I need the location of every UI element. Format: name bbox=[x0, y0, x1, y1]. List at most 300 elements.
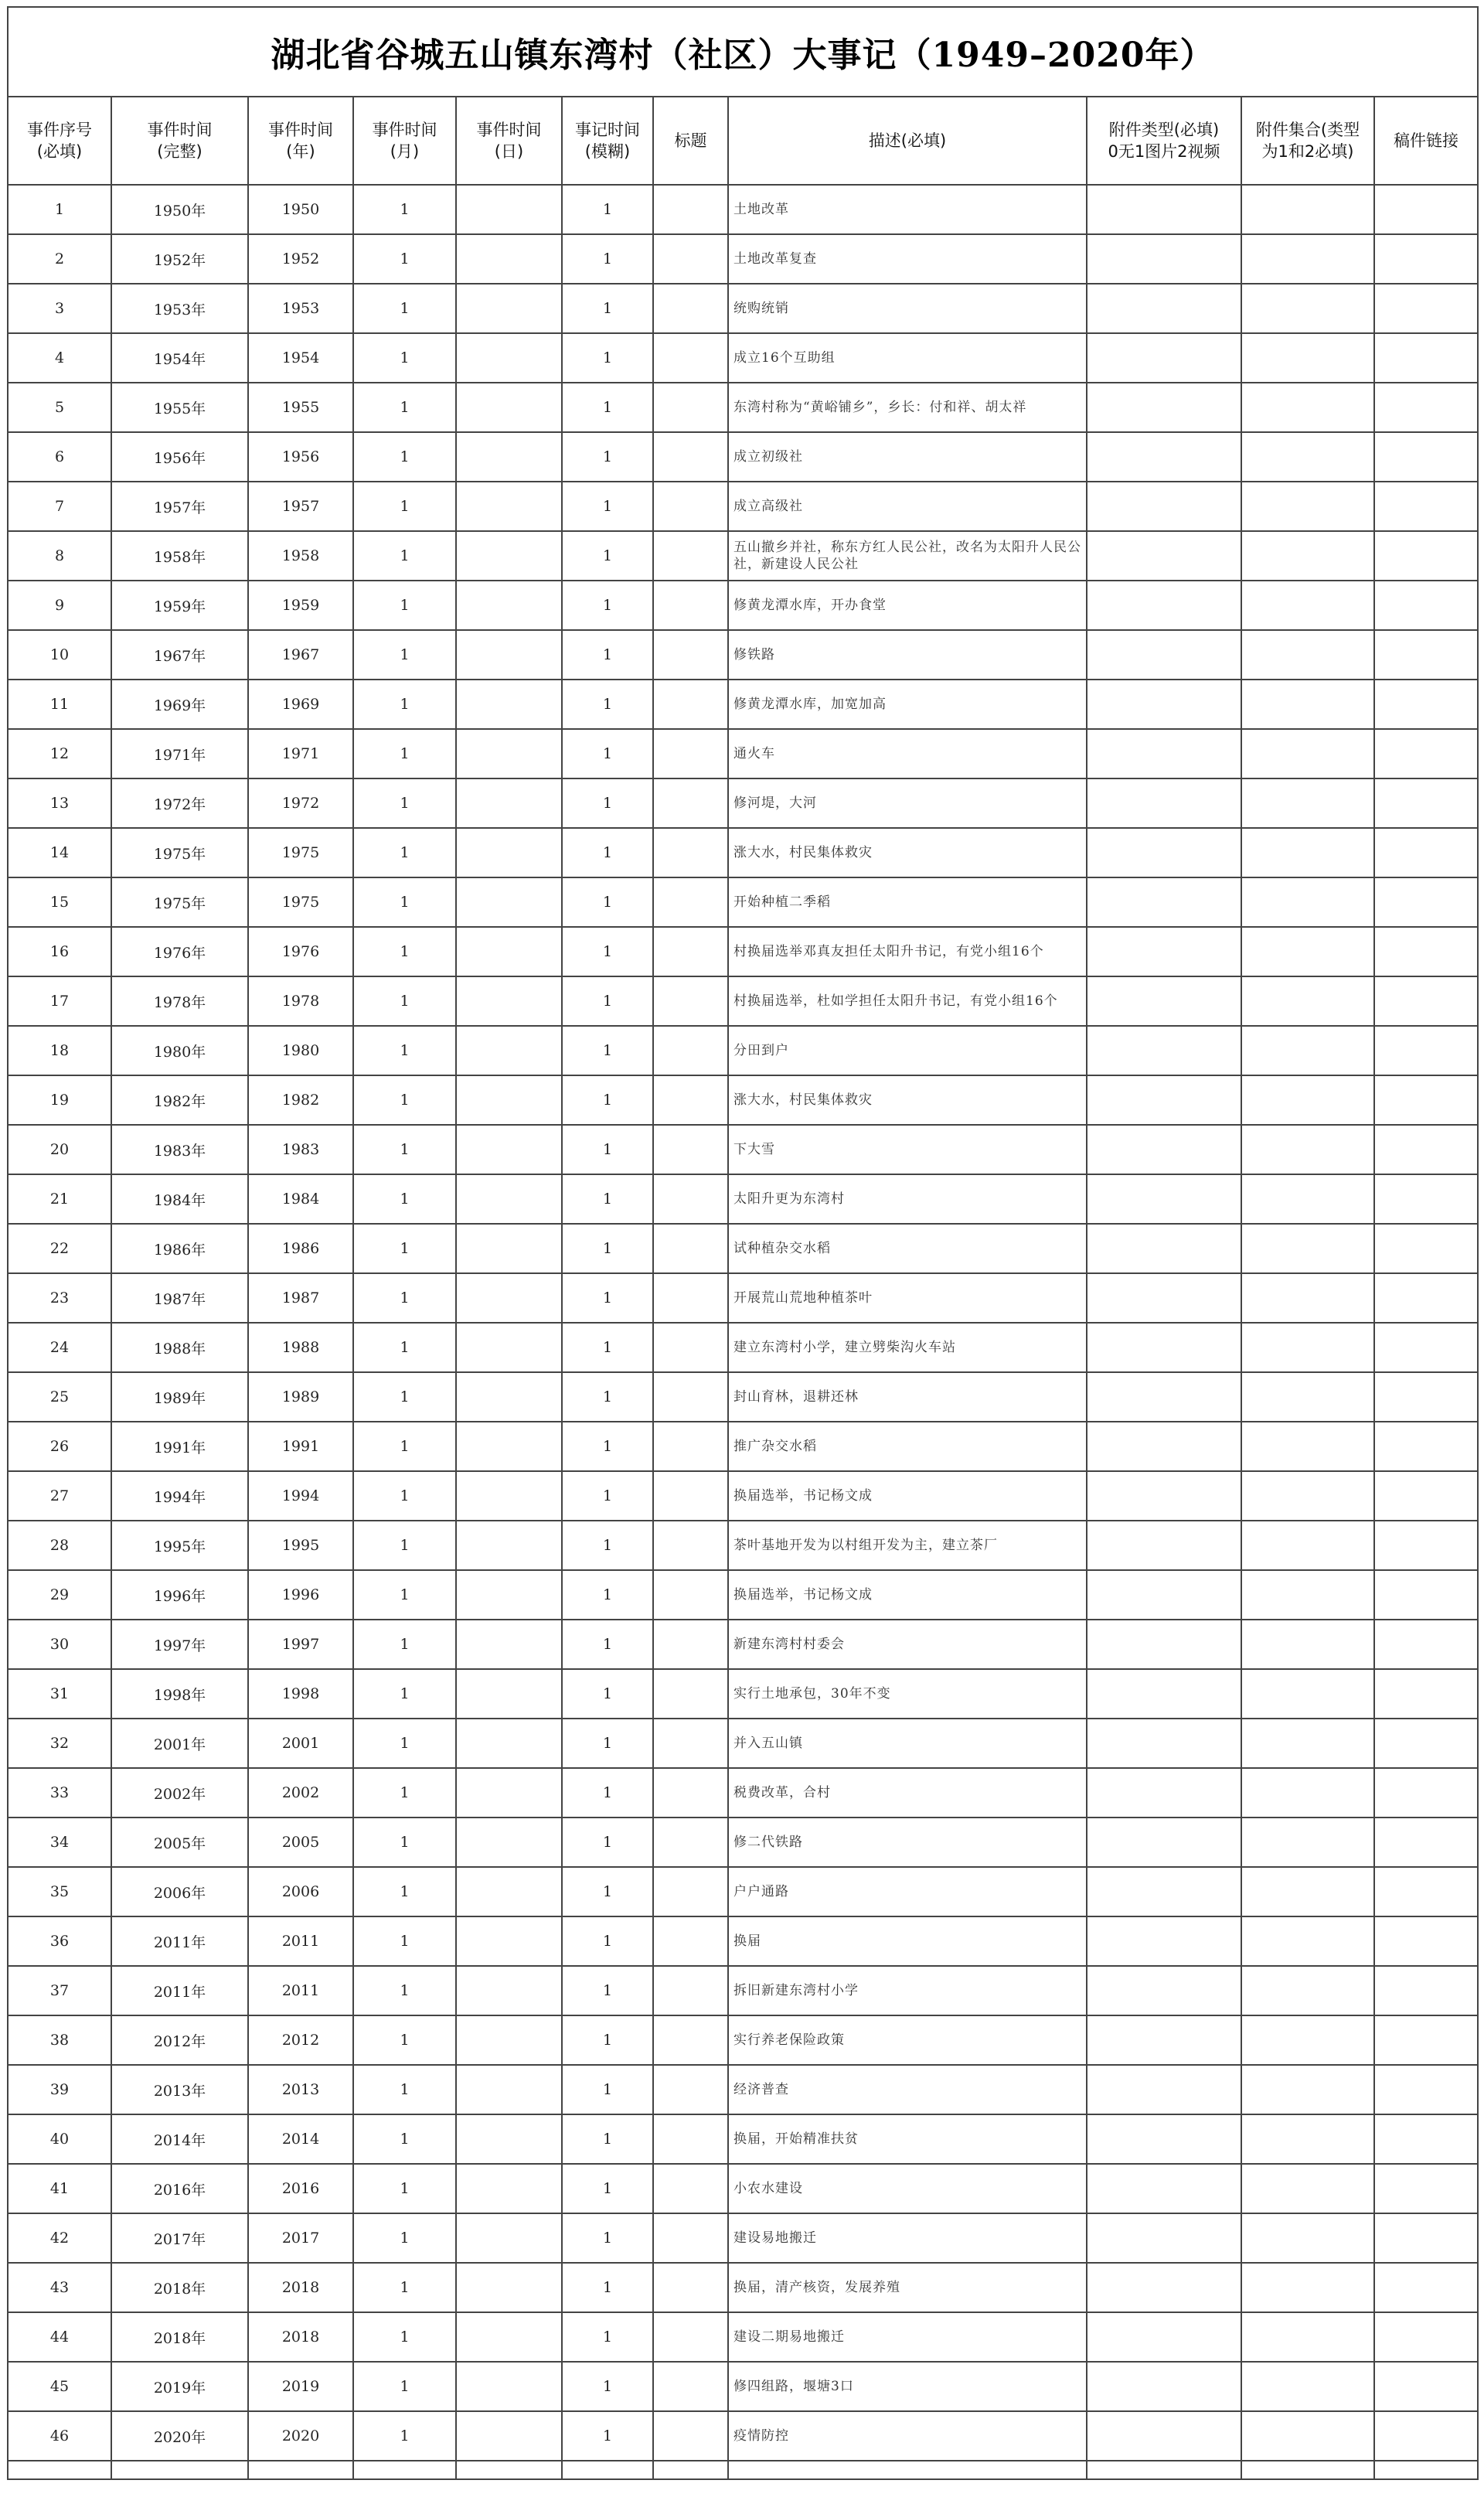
cell-description[interactable]: 试种植杂交水稻 bbox=[728, 1224, 1087, 1273]
cell-description[interactable]: 并入五山镇 bbox=[728, 1719, 1087, 1768]
empty-cell[interactable] bbox=[456, 2461, 562, 2479]
cell-event-no[interactable]: 1 bbox=[8, 185, 111, 234]
cell-attachment-type[interactable] bbox=[1087, 828, 1241, 877]
cell-time-day[interactable] bbox=[456, 1422, 562, 1471]
cell-event-no[interactable]: 10 bbox=[8, 630, 111, 680]
cell-time-fuzzy[interactable]: 1 bbox=[562, 1323, 653, 1372]
cell-event-no[interactable]: 21 bbox=[8, 1174, 111, 1224]
cell-time-month[interactable]: 1 bbox=[353, 2213, 456, 2263]
cell-time-month[interactable]: 1 bbox=[353, 1521, 456, 1570]
cell-time-month[interactable]: 1 bbox=[353, 1323, 456, 1372]
cell-attachment-set[interactable] bbox=[1241, 2114, 1374, 2164]
cell-time-year[interactable]: 1978 bbox=[248, 976, 353, 1026]
cell-time-year[interactable]: 2002 bbox=[248, 1768, 353, 1818]
cell-attachment-set[interactable] bbox=[1241, 2411, 1374, 2461]
cell-attachment-set[interactable] bbox=[1241, 2312, 1374, 2362]
header-time-full[interactable]: 事件时间 (完整) bbox=[111, 97, 248, 185]
cell-description[interactable]: 分田到户 bbox=[728, 1026, 1087, 1075]
cell-article-link[interactable] bbox=[1374, 2411, 1478, 2461]
cell-attachment-set[interactable] bbox=[1241, 1719, 1374, 1768]
cell-description[interactable]: 实行土地承包，30年不变 bbox=[728, 1669, 1087, 1719]
cell-attachment-type[interactable] bbox=[1087, 1323, 1241, 1372]
header-article-link[interactable]: 稿件链接 bbox=[1374, 97, 1478, 185]
empty-cell[interactable] bbox=[1087, 2461, 1241, 2479]
cell-description[interactable]: 村换届选举，杜如学担任太阳升书记，有党小组16个 bbox=[728, 976, 1087, 1026]
cell-attachment-type[interactable] bbox=[1087, 680, 1241, 729]
cell-time-day[interactable] bbox=[456, 630, 562, 680]
cell-article-link[interactable] bbox=[1374, 1916, 1478, 1966]
cell-time-fuzzy[interactable]: 1 bbox=[562, 2312, 653, 2362]
cell-article-link[interactable] bbox=[1374, 1026, 1478, 1075]
cell-article-link[interactable] bbox=[1374, 284, 1478, 333]
cell-time-day[interactable] bbox=[456, 1224, 562, 1273]
cell-time-full[interactable]: 1982年 bbox=[111, 1075, 248, 1125]
cell-time-full[interactable]: 1996年 bbox=[111, 1570, 248, 1620]
cell-article-link[interactable] bbox=[1374, 1273, 1478, 1323]
cell-time-fuzzy[interactable]: 1 bbox=[562, 432, 653, 482]
cell-time-month[interactable]: 1 bbox=[353, 927, 456, 976]
cell-attachment-set[interactable] bbox=[1241, 1125, 1374, 1174]
cell-article-link[interactable] bbox=[1374, 729, 1478, 778]
cell-title[interactable] bbox=[653, 1174, 728, 1224]
cell-article-link[interactable] bbox=[1374, 482, 1478, 531]
cell-time-full[interactable]: 1953年 bbox=[111, 284, 248, 333]
cell-time-day[interactable] bbox=[456, 1372, 562, 1422]
cell-event-no[interactable]: 4 bbox=[8, 333, 111, 383]
cell-time-month[interactable]: 1 bbox=[353, 1026, 456, 1075]
cell-time-full[interactable]: 2011年 bbox=[111, 1966, 248, 2015]
cell-attachment-type[interactable] bbox=[1087, 2312, 1241, 2362]
cell-attachment-set[interactable] bbox=[1241, 2065, 1374, 2114]
header-title[interactable]: 标题 bbox=[653, 97, 728, 185]
cell-time-fuzzy[interactable]: 1 bbox=[562, 1471, 653, 1521]
cell-attachment-set[interactable] bbox=[1241, 1620, 1374, 1669]
cell-attachment-type[interactable] bbox=[1087, 927, 1241, 976]
cell-time-full[interactable]: 1988年 bbox=[111, 1323, 248, 1372]
cell-time-fuzzy[interactable]: 1 bbox=[562, 976, 653, 1026]
cell-attachment-type[interactable] bbox=[1087, 2362, 1241, 2411]
cell-time-full[interactable]: 1957年 bbox=[111, 482, 248, 531]
cell-time-year[interactable]: 1972 bbox=[248, 778, 353, 828]
cell-time-month[interactable]: 1 bbox=[353, 1570, 456, 1620]
cell-time-full[interactable]: 2016年 bbox=[111, 2164, 248, 2213]
empty-cell[interactable] bbox=[248, 2461, 353, 2479]
cell-time-month[interactable]: 1 bbox=[353, 828, 456, 877]
cell-time-fuzzy[interactable]: 1 bbox=[562, 1372, 653, 1422]
cell-attachment-set[interactable] bbox=[1241, 2362, 1374, 2411]
cell-attachment-set[interactable] bbox=[1241, 1521, 1374, 1570]
cell-attachment-type[interactable] bbox=[1087, 1620, 1241, 1669]
cell-time-month[interactable]: 1 bbox=[353, 234, 456, 284]
cell-time-fuzzy[interactable]: 1 bbox=[562, 1521, 653, 1570]
cell-description[interactable]: 建设二期易地搬迁 bbox=[728, 2312, 1087, 2362]
cell-attachment-set[interactable] bbox=[1241, 234, 1374, 284]
cell-time-fuzzy[interactable]: 1 bbox=[562, 778, 653, 828]
cell-title[interactable] bbox=[653, 2114, 728, 2164]
cell-title[interactable] bbox=[653, 1075, 728, 1125]
cell-time-fuzzy[interactable]: 1 bbox=[562, 680, 653, 729]
cell-description[interactable]: 成立初级社 bbox=[728, 432, 1087, 482]
cell-time-month[interactable]: 1 bbox=[353, 976, 456, 1026]
cell-time-fuzzy[interactable]: 1 bbox=[562, 2411, 653, 2461]
cell-title[interactable] bbox=[653, 2164, 728, 2213]
cell-time-full[interactable]: 1983年 bbox=[111, 1125, 248, 1174]
cell-description[interactable]: 茶叶基地开发为以村组开发为主，建立茶厂 bbox=[728, 1521, 1087, 1570]
cell-description[interactable]: 封山育林，退耕还林 bbox=[728, 1372, 1087, 1422]
cell-attachment-set[interactable] bbox=[1241, 2263, 1374, 2312]
cell-time-day[interactable] bbox=[456, 1273, 562, 1323]
cell-time-day[interactable] bbox=[456, 185, 562, 234]
cell-attachment-type[interactable] bbox=[1087, 333, 1241, 383]
cell-title[interactable] bbox=[653, 1669, 728, 1719]
cell-time-day[interactable] bbox=[456, 778, 562, 828]
cell-time-month[interactable]: 1 bbox=[353, 2411, 456, 2461]
cell-title[interactable] bbox=[653, 531, 728, 581]
cell-article-link[interactable] bbox=[1374, 1768, 1478, 1818]
cell-description[interactable]: 修二代铁路 bbox=[728, 1818, 1087, 1867]
cell-time-year[interactable]: 1956 bbox=[248, 432, 353, 482]
cell-article-link[interactable] bbox=[1374, 630, 1478, 680]
cell-time-month[interactable]: 1 bbox=[353, 1818, 456, 1867]
cell-description[interactable]: 涨大水，村民集体救灾 bbox=[728, 1075, 1087, 1125]
cell-description[interactable]: 经济普查 bbox=[728, 2065, 1087, 2114]
cell-attachment-type[interactable] bbox=[1087, 2015, 1241, 2065]
cell-time-day[interactable] bbox=[456, 976, 562, 1026]
cell-time-fuzzy[interactable]: 1 bbox=[562, 2065, 653, 2114]
cell-description[interactable]: 成立16个互助组 bbox=[728, 333, 1087, 383]
empty-cell[interactable] bbox=[1241, 2461, 1374, 2479]
cell-time-day[interactable] bbox=[456, 1966, 562, 2015]
cell-title[interactable] bbox=[653, 680, 728, 729]
cell-time-full[interactable]: 1975年 bbox=[111, 877, 248, 927]
cell-time-fuzzy[interactable]: 1 bbox=[562, 877, 653, 927]
cell-article-link[interactable] bbox=[1374, 581, 1478, 630]
cell-time-full[interactable]: 1995年 bbox=[111, 1521, 248, 1570]
cell-event-no[interactable]: 46 bbox=[8, 2411, 111, 2461]
cell-attachment-type[interactable] bbox=[1087, 581, 1241, 630]
cell-time-day[interactable] bbox=[456, 1471, 562, 1521]
cell-attachment-type[interactable] bbox=[1087, 1174, 1241, 1224]
cell-attachment-set[interactable] bbox=[1241, 531, 1374, 581]
cell-title[interactable] bbox=[653, 432, 728, 482]
cell-description[interactable]: 换届选举，书记杨文成 bbox=[728, 1471, 1087, 1521]
cell-time-day[interactable] bbox=[456, 1719, 562, 1768]
cell-time-full[interactable]: 1954年 bbox=[111, 333, 248, 383]
cell-event-no[interactable]: 22 bbox=[8, 1224, 111, 1273]
cell-time-full[interactable]: 2014年 bbox=[111, 2114, 248, 2164]
cell-attachment-type[interactable] bbox=[1087, 2213, 1241, 2263]
cell-time-month[interactable]: 1 bbox=[353, 729, 456, 778]
cell-time-fuzzy[interactable]: 1 bbox=[562, 2164, 653, 2213]
cell-time-year[interactable]: 1958 bbox=[248, 531, 353, 581]
cell-time-full[interactable]: 1980年 bbox=[111, 1026, 248, 1075]
cell-time-day[interactable] bbox=[456, 581, 562, 630]
cell-title[interactable] bbox=[653, 1422, 728, 1471]
cell-title[interactable] bbox=[653, 482, 728, 531]
cell-time-year[interactable]: 1988 bbox=[248, 1323, 353, 1372]
cell-title[interactable] bbox=[653, 2362, 728, 2411]
cell-article-link[interactable] bbox=[1374, 680, 1478, 729]
cell-time-day[interactable] bbox=[456, 828, 562, 877]
cell-time-year[interactable]: 1954 bbox=[248, 333, 353, 383]
cell-attachment-set[interactable] bbox=[1241, 1075, 1374, 1125]
cell-article-link[interactable] bbox=[1374, 1075, 1478, 1125]
cell-attachment-type[interactable] bbox=[1087, 1521, 1241, 1570]
cell-title[interactable] bbox=[653, 2213, 728, 2263]
cell-event-no[interactable]: 17 bbox=[8, 976, 111, 1026]
cell-time-fuzzy[interactable]: 1 bbox=[562, 2114, 653, 2164]
cell-title[interactable] bbox=[653, 1719, 728, 1768]
cell-event-no[interactable]: 34 bbox=[8, 1818, 111, 1867]
cell-article-link[interactable] bbox=[1374, 2114, 1478, 2164]
cell-time-year[interactable]: 1982 bbox=[248, 1075, 353, 1125]
cell-time-fuzzy[interactable]: 1 bbox=[562, 1768, 653, 1818]
cell-time-month[interactable]: 1 bbox=[353, 778, 456, 828]
cell-time-month[interactable]: 1 bbox=[353, 680, 456, 729]
cell-time-day[interactable] bbox=[456, 1521, 562, 1570]
empty-cell[interactable] bbox=[111, 2461, 248, 2479]
cell-description[interactable]: 推广杂交水稻 bbox=[728, 1422, 1087, 1471]
cell-event-no[interactable]: 6 bbox=[8, 432, 111, 482]
cell-time-fuzzy[interactable]: 1 bbox=[562, 1867, 653, 1916]
cell-time-fuzzy[interactable]: 1 bbox=[562, 2213, 653, 2263]
cell-time-fuzzy[interactable]: 1 bbox=[562, 729, 653, 778]
cell-time-day[interactable] bbox=[456, 1323, 562, 1372]
cell-time-month[interactable]: 1 bbox=[353, 1372, 456, 1422]
cell-title[interactable] bbox=[653, 1273, 728, 1323]
cell-event-no[interactable]: 23 bbox=[8, 1273, 111, 1323]
cell-article-link[interactable] bbox=[1374, 1125, 1478, 1174]
cell-title[interactable] bbox=[653, 333, 728, 383]
cell-article-link[interactable] bbox=[1374, 383, 1478, 432]
cell-description[interactable]: 修黄龙潭水库，开办食堂 bbox=[728, 581, 1087, 630]
cell-attachment-set[interactable] bbox=[1241, 284, 1374, 333]
cell-time-full[interactable]: 2018年 bbox=[111, 2312, 248, 2362]
cell-time-day[interactable] bbox=[456, 2213, 562, 2263]
cell-event-no[interactable]: 8 bbox=[8, 531, 111, 581]
cell-time-month[interactable]: 1 bbox=[353, 1916, 456, 1966]
cell-attachment-set[interactable] bbox=[1241, 2164, 1374, 2213]
cell-time-month[interactable]: 1 bbox=[353, 2114, 456, 2164]
empty-cell[interactable] bbox=[1374, 2461, 1478, 2479]
cell-time-day[interactable] bbox=[456, 1075, 562, 1125]
cell-time-month[interactable]: 1 bbox=[353, 1273, 456, 1323]
cell-time-year[interactable]: 2017 bbox=[248, 2213, 353, 2263]
cell-article-link[interactable] bbox=[1374, 1570, 1478, 1620]
cell-description[interactable]: 修河堤，大河 bbox=[728, 778, 1087, 828]
cell-time-year[interactable]: 1953 bbox=[248, 284, 353, 333]
cell-article-link[interactable] bbox=[1374, 1521, 1478, 1570]
cell-time-full[interactable]: 1969年 bbox=[111, 680, 248, 729]
cell-time-month[interactable]: 1 bbox=[353, 1867, 456, 1916]
cell-article-link[interactable] bbox=[1374, 2015, 1478, 2065]
cell-time-month[interactable]: 1 bbox=[353, 1471, 456, 1521]
cell-title[interactable] bbox=[653, 2015, 728, 2065]
cell-time-month[interactable]: 1 bbox=[353, 2312, 456, 2362]
cell-description[interactable]: 村换届选举邓真友担任太阳升书记，有党小组16个 bbox=[728, 927, 1087, 976]
cell-time-day[interactable] bbox=[456, 1818, 562, 1867]
cell-time-day[interactable] bbox=[456, 2065, 562, 2114]
cell-time-year[interactable]: 1959 bbox=[248, 581, 353, 630]
cell-event-no[interactable]: 14 bbox=[8, 828, 111, 877]
cell-title[interactable] bbox=[653, 729, 728, 778]
cell-time-year[interactable]: 2011 bbox=[248, 1966, 353, 2015]
cell-title[interactable] bbox=[653, 1372, 728, 1422]
cell-time-month[interactable]: 1 bbox=[353, 581, 456, 630]
cell-attachment-type[interactable] bbox=[1087, 2263, 1241, 2312]
empty-cell[interactable] bbox=[353, 2461, 456, 2479]
cell-attachment-set[interactable] bbox=[1241, 1026, 1374, 1075]
cell-time-day[interactable] bbox=[456, 531, 562, 581]
cell-attachment-type[interactable] bbox=[1087, 976, 1241, 1026]
cell-title[interactable] bbox=[653, 1570, 728, 1620]
cell-time-year[interactable]: 2012 bbox=[248, 2015, 353, 2065]
cell-attachment-set[interactable] bbox=[1241, 729, 1374, 778]
cell-article-link[interactable] bbox=[1374, 2164, 1478, 2213]
cell-article-link[interactable] bbox=[1374, 877, 1478, 927]
cell-title[interactable] bbox=[653, 581, 728, 630]
cell-attachment-set[interactable] bbox=[1241, 482, 1374, 531]
cell-time-year[interactable]: 2013 bbox=[248, 2065, 353, 2114]
cell-time-day[interactable] bbox=[456, 2312, 562, 2362]
cell-event-no[interactable]: 42 bbox=[8, 2213, 111, 2263]
cell-attachment-type[interactable] bbox=[1087, 729, 1241, 778]
cell-event-no[interactable]: 16 bbox=[8, 927, 111, 976]
cell-attachment-type[interactable] bbox=[1087, 2114, 1241, 2164]
cell-time-full[interactable]: 1984年 bbox=[111, 1174, 248, 1224]
cell-time-year[interactable]: 2016 bbox=[248, 2164, 353, 2213]
cell-title[interactable] bbox=[653, 2065, 728, 2114]
cell-attachment-set[interactable] bbox=[1241, 2015, 1374, 2065]
cell-time-full[interactable]: 1952年 bbox=[111, 234, 248, 284]
cell-attachment-type[interactable] bbox=[1087, 1966, 1241, 2015]
cell-time-full[interactable]: 2011年 bbox=[111, 1916, 248, 1966]
cell-article-link[interactable] bbox=[1374, 1372, 1478, 1422]
cell-time-fuzzy[interactable]: 1 bbox=[562, 383, 653, 432]
cell-event-no[interactable]: 44 bbox=[8, 2312, 111, 2362]
cell-time-year[interactable]: 1950 bbox=[248, 185, 353, 234]
cell-description[interactable]: 土地改革复查 bbox=[728, 234, 1087, 284]
cell-time-year[interactable]: 2019 bbox=[248, 2362, 353, 2411]
cell-time-full[interactable]: 2017年 bbox=[111, 2213, 248, 2263]
cell-time-full[interactable]: 1978年 bbox=[111, 976, 248, 1026]
cell-time-year[interactable]: 2020 bbox=[248, 2411, 353, 2461]
cell-title[interactable] bbox=[653, 185, 728, 234]
cell-title[interactable] bbox=[653, 1620, 728, 1669]
cell-time-fuzzy[interactable]: 1 bbox=[562, 1966, 653, 2015]
cell-description[interactable]: 小农水建设 bbox=[728, 2164, 1087, 2213]
cell-time-year[interactable]: 1989 bbox=[248, 1372, 353, 1422]
cell-attachment-set[interactable] bbox=[1241, 432, 1374, 482]
cell-article-link[interactable] bbox=[1374, 1719, 1478, 1768]
cell-article-link[interactable] bbox=[1374, 2065, 1478, 2114]
cell-time-month[interactable]: 1 bbox=[353, 1224, 456, 1273]
cell-time-fuzzy[interactable]: 1 bbox=[562, 1026, 653, 1075]
cell-time-year[interactable]: 2005 bbox=[248, 1818, 353, 1867]
cell-attachment-set[interactable] bbox=[1241, 1224, 1374, 1273]
cell-article-link[interactable] bbox=[1374, 1471, 1478, 1521]
cell-time-month[interactable]: 1 bbox=[353, 2263, 456, 2312]
cell-time-fuzzy[interactable]: 1 bbox=[562, 531, 653, 581]
cell-attachment-type[interactable] bbox=[1087, 1273, 1241, 1323]
cell-time-full[interactable]: 2012年 bbox=[111, 2015, 248, 2065]
cell-article-link[interactable] bbox=[1374, 1224, 1478, 1273]
cell-time-day[interactable] bbox=[456, 1026, 562, 1075]
cell-title[interactable] bbox=[653, 1224, 728, 1273]
cell-time-full[interactable]: 1972年 bbox=[111, 778, 248, 828]
cell-article-link[interactable] bbox=[1374, 976, 1478, 1026]
cell-title[interactable] bbox=[653, 1867, 728, 1916]
cell-event-no[interactable]: 36 bbox=[8, 1916, 111, 1966]
cell-description[interactable]: 开展荒山荒地种植茶叶 bbox=[728, 1273, 1087, 1323]
cell-event-no[interactable]: 25 bbox=[8, 1372, 111, 1422]
cell-article-link[interactable] bbox=[1374, 234, 1478, 284]
cell-event-no[interactable]: 2 bbox=[8, 234, 111, 284]
cell-description[interactable]: 开始种植二季稻 bbox=[728, 877, 1087, 927]
cell-time-fuzzy[interactable]: 1 bbox=[562, 1422, 653, 1471]
cell-time-full[interactable]: 2019年 bbox=[111, 2362, 248, 2411]
cell-time-year[interactable]: 1987 bbox=[248, 1273, 353, 1323]
cell-time-day[interactable] bbox=[456, 2263, 562, 2312]
cell-event-no[interactable]: 19 bbox=[8, 1075, 111, 1125]
cell-title[interactable] bbox=[653, 2411, 728, 2461]
cell-event-no[interactable]: 9 bbox=[8, 581, 111, 630]
cell-time-full[interactable]: 2001年 bbox=[111, 1719, 248, 1768]
cell-attachment-type[interactable] bbox=[1087, 2065, 1241, 2114]
cell-time-day[interactable] bbox=[456, 2015, 562, 2065]
cell-attachment-set[interactable] bbox=[1241, 383, 1374, 432]
cell-time-day[interactable] bbox=[456, 927, 562, 976]
cell-description[interactable]: 户户通路 bbox=[728, 1867, 1087, 1916]
cell-article-link[interactable] bbox=[1374, 2362, 1478, 2411]
cell-time-full[interactable]: 1975年 bbox=[111, 828, 248, 877]
cell-article-link[interactable] bbox=[1374, 1818, 1478, 1867]
cell-time-fuzzy[interactable]: 1 bbox=[562, 2015, 653, 2065]
header-time-month[interactable]: 事件时间 (月) bbox=[353, 97, 456, 185]
cell-time-year[interactable]: 1980 bbox=[248, 1026, 353, 1075]
cell-article-link[interactable] bbox=[1374, 1966, 1478, 2015]
cell-attachment-type[interactable] bbox=[1087, 2411, 1241, 2461]
empty-cell[interactable] bbox=[562, 2461, 653, 2479]
cell-time-year[interactable]: 1991 bbox=[248, 1422, 353, 1471]
cell-event-no[interactable]: 20 bbox=[8, 1125, 111, 1174]
cell-article-link[interactable] bbox=[1374, 333, 1478, 383]
cell-attachment-set[interactable] bbox=[1241, 1818, 1374, 1867]
cell-event-no[interactable]: 5 bbox=[8, 383, 111, 432]
cell-time-day[interactable] bbox=[456, 284, 562, 333]
cell-time-day[interactable] bbox=[456, 2114, 562, 2164]
cell-event-no[interactable]: 38 bbox=[8, 2015, 111, 2065]
empty-cell[interactable] bbox=[728, 2461, 1087, 2479]
cell-time-day[interactable] bbox=[456, 1174, 562, 1224]
cell-title[interactable] bbox=[653, 1966, 728, 2015]
cell-event-no[interactable]: 33 bbox=[8, 1768, 111, 1818]
cell-event-no[interactable]: 13 bbox=[8, 778, 111, 828]
cell-attachment-type[interactable] bbox=[1087, 1125, 1241, 1174]
cell-time-full[interactable]: 1956年 bbox=[111, 432, 248, 482]
cell-description[interactable]: 涨大水，村民集体救灾 bbox=[728, 828, 1087, 877]
cell-attachment-set[interactable] bbox=[1241, 630, 1374, 680]
cell-title[interactable] bbox=[653, 630, 728, 680]
cell-time-fuzzy[interactable]: 1 bbox=[562, 482, 653, 531]
cell-description[interactable]: 建设易地搬迁 bbox=[728, 2213, 1087, 2263]
cell-attachment-set[interactable] bbox=[1241, 1570, 1374, 1620]
cell-attachment-set[interactable] bbox=[1241, 1422, 1374, 1471]
cell-description[interactable]: 疫情防控 bbox=[728, 2411, 1087, 2461]
cell-event-no[interactable]: 12 bbox=[8, 729, 111, 778]
cell-time-fuzzy[interactable]: 1 bbox=[562, 2263, 653, 2312]
cell-time-month[interactable]: 1 bbox=[353, 185, 456, 234]
